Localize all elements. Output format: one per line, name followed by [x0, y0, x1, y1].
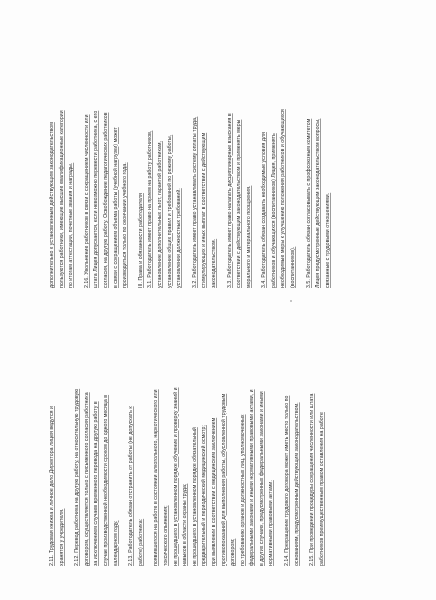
text-line: по итогам аттестации, почетные звания и награды.	[68, 162, 75, 288]
text-line: 3.5. Работодатель обязан согласовывать с профсоюзным комитетом	[305, 118, 312, 288]
text-line: в других случаях, предусмотренных федеральными законами и иными	[258, 391, 265, 566]
text-line: Лицея предусмотренные действующим законодательством вопросы,	[315, 118, 322, 288]
text-line: хранятся у учредителя.	[58, 508, 65, 566]
text-line: 2.12. Перевод работника на другую работу, на относительную трудовую	[74, 388, 81, 566]
text-line: по требованию органов и должностных лиц, уполномоченных	[239, 414, 246, 566]
text-line: договором, осуществляется только с письменного согласия работника	[83, 392, 90, 566]
text-line: необходимые меры к улучшению положения работников и обучающихся	[280, 109, 287, 288]
text-line: работников преимущественным правом оставления на работе	[318, 412, 325, 566]
text-line: установление общих правил и требований по режиму работы,	[166, 134, 173, 288]
text-line: случае производственной необходимости сроком до одного месяца в	[102, 394, 109, 566]
paragraph	[48, 308, 67, 566]
text-line: противопоказаний для выполнения работы, обусловленной трудовым	[220, 393, 227, 566]
text-line: навыков в области охраны труда;	[182, 483, 189, 566]
text-line: при выявлении в соответствии с медицинским заключением	[210, 417, 217, 566]
text-line: договором;	[230, 538, 237, 566]
text-line: 2.13. Работодатель обязан отстранить от работы (не допускать к	[128, 406, 135, 566]
text-line: работе) работника:	[137, 518, 144, 566]
left-text-column	[0, 308, 327, 566]
text-line: производиться только по окончании учебного года.	[122, 162, 129, 288]
right-text-column	[0, 32, 333, 288]
text-line: 2.11. Трудовая книжка и личное дело Директора лицея ведутся и	[49, 406, 55, 566]
text-line: соответствии с действующим законодательством и применять меры	[236, 119, 243, 288]
text-line: предварительный и периодический медицинский осмотр;	[201, 425, 208, 566]
text-line: появившегося на работе в состоянии алкогольного, наркотического или	[153, 389, 160, 566]
paragraph	[137, 32, 185, 288]
text-line: не прошедшего в установленном порядке обучение и проверку знаний и	[172, 387, 179, 566]
paragraph	[73, 308, 121, 566]
paragraph	[152, 308, 277, 566]
text-line: токсического опьянения;	[162, 505, 169, 566]
paragraph	[283, 308, 302, 566]
text-line: согласия, на другую работу. Освобождение педагогических работников	[102, 112, 109, 288]
paragraph	[260, 32, 298, 288]
text-line: не прошедшего в установленном порядке обязательный	[191, 427, 198, 566]
text-line: штата Лицея допускается, если невозможно перевести работника, с его	[93, 110, 100, 288]
text-line: 2.14. Прекращение трудового договора может иметь место только по	[284, 395, 291, 566]
text-line: пользуются работники, имеющие высшие квалификационные категории	[58, 110, 65, 288]
paragraph	[48, 32, 77, 288]
text-line: 3.4. Работодатель обязан создавать необходимые условия для	[261, 132, 268, 288]
text-line: морального и материального поощрения.	[245, 185, 252, 288]
text-line: федеральными законами и иными нормативными правовыми актами, и	[249, 389, 256, 566]
text-line: стимулирующих и иных выплат в соответствии с действующим	[201, 132, 208, 288]
paragraph	[83, 32, 131, 288]
text-line: установлении должностных требований.	[176, 188, 183, 288]
paragraph	[308, 308, 327, 566]
paragraph	[226, 32, 255, 288]
paragraph	[191, 32, 220, 288]
text-line: 2.15. При проведении процедуры сокращения численности или штата	[309, 393, 316, 566]
text-line: 3.2. Работодатель имеет право устанавливать систему оплаты труда,	[191, 116, 198, 288]
text-line: (воспитанников).	[290, 246, 297, 288]
scan-speck	[290, 300, 292, 302]
paragraph	[127, 308, 146, 566]
text-line: III. Права и обязанности работодателя	[137, 193, 144, 288]
text-line: календарном году.	[112, 520, 119, 566]
text-line: 3.3. Работодатель имеет право налагать дисциплинарные взыскания в	[226, 113, 233, 288]
text-line: установление дополнительных льгот, гарантий работникам,	[156, 141, 163, 288]
text-line: за исключением случаев временного перевода на другую работу в	[93, 401, 100, 566]
paragraph	[305, 32, 334, 288]
text-line: в связи с сокращением объема работы (учебной нагрузки) может	[112, 127, 119, 288]
text-line: связанные с трудовыми отношениями.	[324, 192, 331, 288]
text-line: 3.1. Работодатель имеет право на прием на работу работников,	[147, 130, 154, 288]
text-line: дополнительно к установленным действующим законодательством	[49, 122, 55, 288]
text-line: работников и обучающихся (воспитанников) Лицея, применять	[270, 133, 277, 288]
text-line: 2.16. Увольнение работников в связи с сокращением численности или	[83, 114, 90, 288]
text-line: законодательством.	[210, 238, 217, 288]
text-line: основаниям, предусмотренным действующим законодательством.	[293, 402, 300, 566]
text-line: нормативными правовыми актами.	[268, 480, 275, 566]
